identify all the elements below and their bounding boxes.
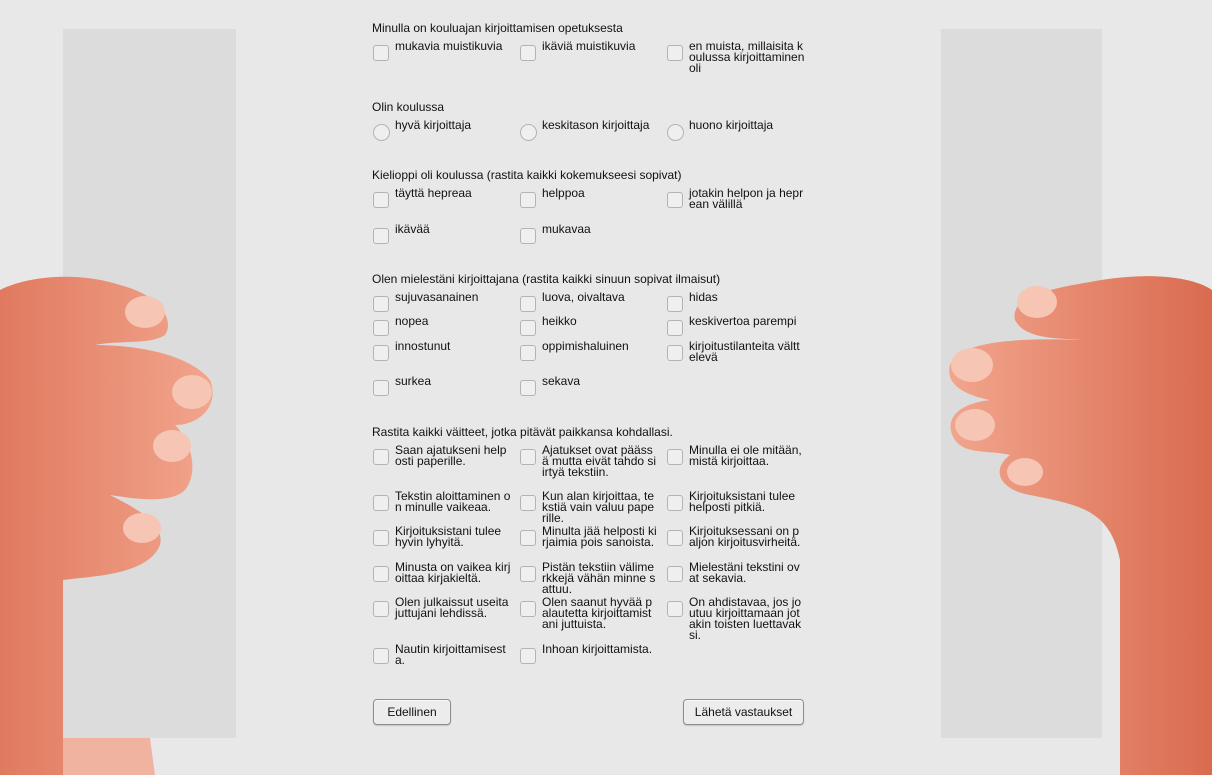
option-label: hyvä kirjoittaja bbox=[395, 118, 472, 132]
option-label: Kirjoituksistani tulee hyvin lyhyitä. bbox=[395, 524, 502, 549]
option-label: Inhoan kirjoittamista. bbox=[542, 642, 653, 656]
section-title: Rastita kaikki väitteet, jotka pitävät paikkansa kohdallasi. bbox=[372, 425, 673, 439]
checkbox[interactable] bbox=[520, 495, 536, 511]
section-title: Kielioppi oli koulussa (rastita kaikki kokemukseesi sopivat) bbox=[372, 168, 682, 182]
checkbox[interactable] bbox=[373, 495, 389, 511]
checkbox[interactable] bbox=[373, 601, 389, 617]
checkbox[interactable] bbox=[520, 296, 536, 312]
checkbox[interactable] bbox=[520, 345, 536, 361]
checkbox[interactable] bbox=[520, 228, 536, 244]
option-label: jotakin helpon ja heprean välillä bbox=[689, 186, 804, 211]
option-label: nopea bbox=[395, 314, 429, 328]
checkbox[interactable] bbox=[667, 296, 683, 312]
option-label: innostunut bbox=[395, 339, 451, 353]
option-label: ikäviä muistikuvia bbox=[542, 39, 636, 53]
checkbox[interactable] bbox=[520, 320, 536, 336]
option-label: Olen saanut hyvää palautetta kirjoittamistani juttuista. bbox=[542, 595, 653, 631]
option-label: Minusta on vaikea kirjoittaa kirjakieltä. bbox=[395, 560, 511, 585]
option-label: luova, oivaltava bbox=[542, 290, 625, 304]
option-label: heikko bbox=[542, 314, 577, 328]
section-title: Minulla on kouluajan kirjoittamisen opetuksesta bbox=[372, 21, 623, 35]
option-label: kirjoitustilanteita välttelevä bbox=[689, 339, 800, 364]
checkbox[interactable] bbox=[373, 192, 389, 208]
checkbox[interactable] bbox=[520, 601, 536, 617]
checkbox[interactable] bbox=[373, 566, 389, 582]
left-side-panel bbox=[63, 29, 236, 738]
option-label: Kun alan kirjoittaa, tekstiä vain valuu paperille. bbox=[542, 489, 655, 525]
checkbox[interactable] bbox=[520, 192, 536, 208]
option-label: surkea bbox=[395, 374, 432, 388]
checkbox[interactable] bbox=[520, 380, 536, 396]
checkbox[interactable] bbox=[373, 228, 389, 244]
option-label: Saan ajatukseni helposti paperille. bbox=[395, 443, 507, 468]
checkbox[interactable] bbox=[373, 320, 389, 336]
option-label: mukavaa bbox=[542, 222, 591, 236]
checkbox[interactable] bbox=[520, 566, 536, 582]
checkbox[interactable] bbox=[667, 495, 683, 511]
option-label: Olen julkaissut useita juttujani lehdissä. bbox=[395, 595, 509, 620]
checkbox[interactable] bbox=[373, 296, 389, 312]
checkbox[interactable] bbox=[520, 648, 536, 664]
option-label: mukavia muistikuvia bbox=[395, 39, 503, 53]
checkbox[interactable] bbox=[373, 45, 389, 61]
option-label: keskitason kirjoittaja bbox=[542, 118, 650, 132]
option-label: en muista, millaisita koulussa kirjoittaminen oli bbox=[689, 39, 805, 75]
right-side-panel bbox=[941, 29, 1102, 738]
option-label: huono kirjoittaja bbox=[689, 118, 774, 132]
checkbox[interactable] bbox=[373, 530, 389, 546]
option-label: Tekstin aloittaminen on minulle vaikeaa. bbox=[395, 489, 511, 514]
option-label: Kirjoituksessani on paljon kirjoitusvirheitä. bbox=[689, 524, 801, 549]
option-label: sekava bbox=[542, 374, 581, 388]
checkbox[interactable] bbox=[373, 449, 389, 465]
option-label: ikävää bbox=[395, 222, 430, 236]
checkbox[interactable] bbox=[667, 345, 683, 361]
checkbox[interactable] bbox=[667, 320, 683, 336]
checkbox[interactable] bbox=[373, 380, 389, 396]
option-label: Minulta jää helposti kirjaimia pois sanoista. bbox=[542, 524, 657, 549]
option-label: On ahdistavaa, jos joutuu kirjoittamaan jotakin toisten luettavaksi. bbox=[689, 595, 802, 642]
submit-answers-button[interactable]: Lähetä vastaukset bbox=[683, 699, 804, 725]
option-label: hidas bbox=[689, 290, 718, 304]
checkbox[interactable] bbox=[520, 449, 536, 465]
radio-button[interactable] bbox=[520, 124, 537, 141]
checkbox[interactable] bbox=[373, 345, 389, 361]
option-label: Kirjoituksistani tulee helposti pitkiä. bbox=[689, 489, 796, 514]
option-label: helppoa bbox=[542, 186, 585, 200]
checkbox[interactable] bbox=[667, 449, 683, 465]
option-label: sujuvasanainen bbox=[395, 290, 479, 304]
section-title: Olen mielestäni kirjoittajana (rastita kaikki sinuun sopivat ilmaisut) bbox=[372, 272, 721, 286]
checkbox[interactable] bbox=[667, 566, 683, 582]
option-label: Mielestäni tekstini ovat sekavia. bbox=[689, 560, 800, 585]
section-title: Olin koulussa bbox=[372, 100, 445, 114]
checkbox[interactable] bbox=[667, 45, 683, 61]
radio-button[interactable] bbox=[667, 124, 684, 141]
checkbox[interactable] bbox=[373, 648, 389, 664]
checkbox[interactable] bbox=[667, 530, 683, 546]
option-label: Ajatukset ovat päässä mutta eivät tahdo siirtyä tekstiin. bbox=[542, 443, 657, 479]
option-label: täyttä hepreaa bbox=[395, 186, 472, 200]
checkbox[interactable] bbox=[667, 601, 683, 617]
checkbox[interactable] bbox=[667, 192, 683, 208]
option-label: Minulla ei ole mitään,mistä kirjoittaa. bbox=[689, 443, 802, 468]
option-label: Pistän tekstiin välimerkkejä vähän minne sattuu. bbox=[542, 560, 656, 596]
radio-button[interactable] bbox=[373, 124, 390, 141]
option-label: oppimishaluinen bbox=[542, 339, 629, 353]
option-label: Nautin kirjoittamisesta. bbox=[395, 642, 506, 667]
previous-button[interactable]: Edellinen bbox=[373, 699, 451, 725]
checkbox[interactable] bbox=[520, 530, 536, 546]
option-label: keskivertoa parempi bbox=[689, 314, 797, 328]
checkbox[interactable] bbox=[520, 45, 536, 61]
